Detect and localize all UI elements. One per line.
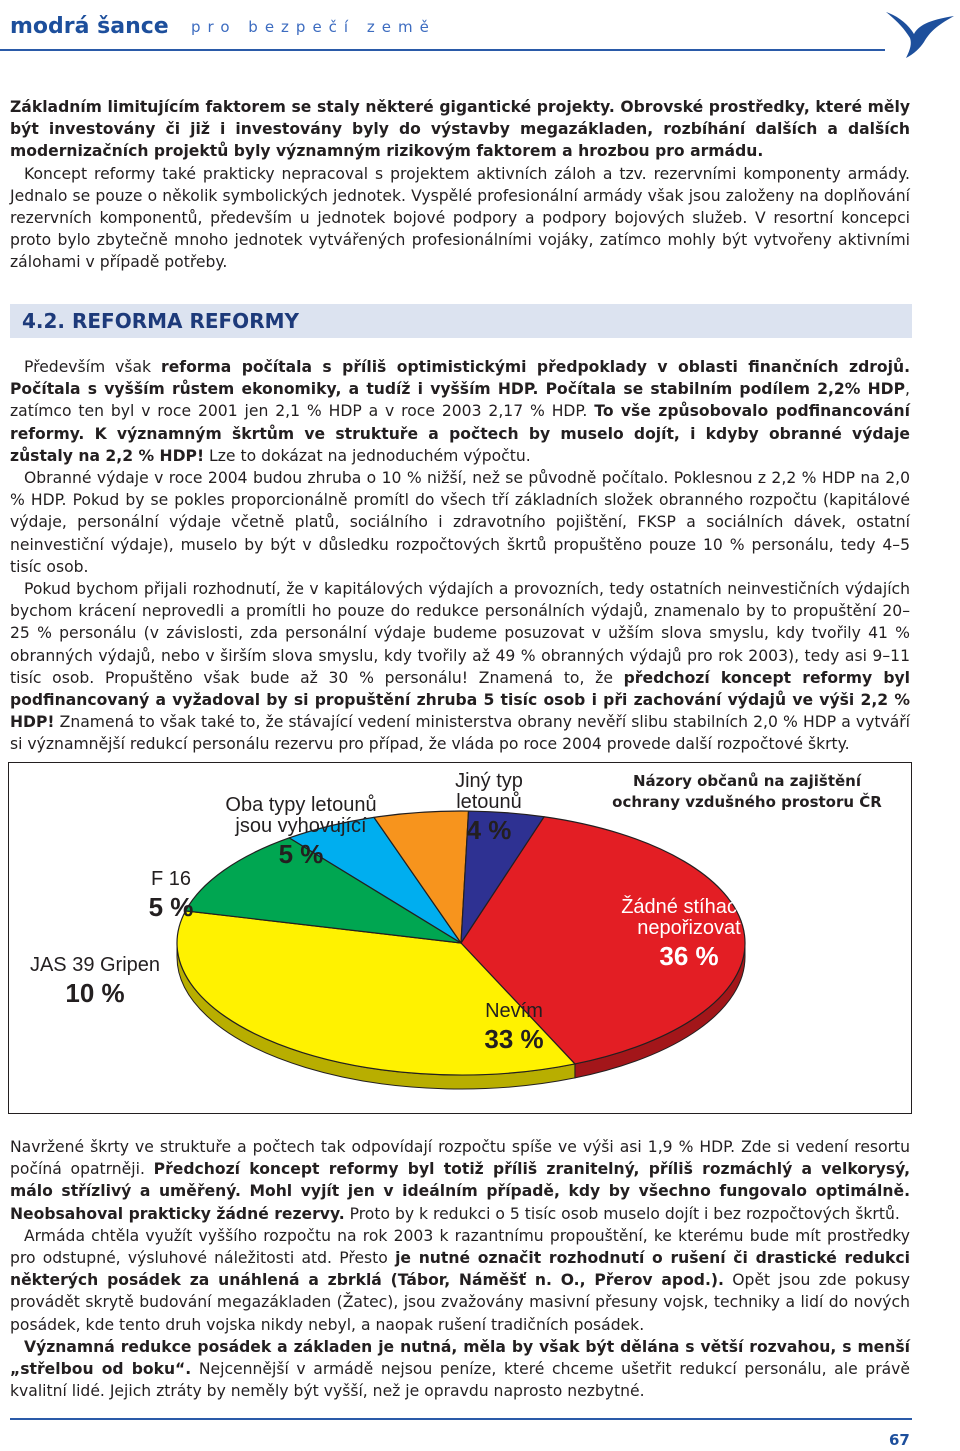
slice-name: Žádné stíhačky nepořizovat	[621, 896, 757, 939]
text-span: Opět jsou zde pokusy provádět skrytě budování megazákladen (Žatec), jsou zvažovány masivní přesuny vojsk, techniky a lidí do nových posádek, kde tento druh vojska nikdy nebyl, a naopak rušení tradičních posádek.	[10, 1271, 910, 1334]
intro-bold: Základním limitujícím faktorem se staly některé gigantické projekty. Obrovské prostředky, které měly být investovány či již i investovány byly do výstavby megazákladen, rozbíhání dalších a dalších modernizačních projektů byly významným rizikovým faktorem a hrozbou pro armádu.	[10, 98, 910, 161]
slice-name: F 16	[150, 868, 192, 890]
bold-span: Významná redukce posádek a základen je nutná, měla by však být dělána s větší rozvahou, s menší „střelbou od boku“.	[10, 1337, 910, 1379]
slice-label-5	[439, 771, 539, 844]
bold-span: předchozí koncept reformy byl podfinancovaný a vyžadoval by si propuštění zhruba 5 tisíc osob i při zachování výdajů ve výši 2,2 % HDP!	[10, 668, 910, 732]
text-span: Armáda chtěla využít vyššího rozpočtu na rok 2003 k razantnímu propouštění, ke kterému bude mít prostředky pro odstupné, výsluhové náležitosti atd. Přesto	[10, 1226, 910, 1268]
intro-paragraph: Koncept reformy také prakticky nepracoval s projektem aktivních záloh a tzv. rezervními komponenty armády. Jednalo se pouze o několik symbolických jednotek. Vyspělé profesionální armády však jsou založeny na doplňování rezervních komponentů, především u jednotek bojové podpory a podpory bojových služeb. V resortní koncepci proto bylo zbytečně mnoho jednotek vytvářených profesionálními vojáky, zatímco mohly být vytvořeny aktivními zálohami v případě potřeby.	[10, 164, 910, 272]
slice-name: Nevím	[485, 1000, 543, 1022]
bird-logo-icon	[884, 4, 956, 60]
bold-span: je nutné označit rozhodnutí o rušení či drastické redukci některých posádek za unáhlená a zbrklá (Tábor, Náměšť n. O., Přerov apod.).	[10, 1249, 911, 1290]
text-span: Obranné výdaje v roce 2004 budou zhruba o 10 % nižší, než se původně počítalo. Poklesnou z 2,2 % HDP na 2,0 % HDP.	[10, 469, 910, 510]
bold-span: reforma počítala s příliš optimistickými předpoklady v oblasti finančních zdrojů. Počítala s vyšším růstem ekonomiky, a tudíž i vyšším HDP. Počítala se stabilním podílem 2,2% HDP	[10, 358, 911, 399]
intro-text	[10, 96, 910, 274]
bold-span: To vše způsobovalo podfinancování reformy. K významným škrtům ve struktuře a počtech by muselo dojít, i kdyby obranné výdaje zůstaly na 2,2 % HDP!	[10, 402, 910, 465]
paragraph-5	[10, 1225, 910, 1336]
slice-value: 36 %	[659, 941, 719, 971]
text-span: Nejcennější v armádě nejsou peníze, které chceme ušetřit redukcí personálu, ale právě kvalitní lidé. Jejich ztráty by neměly být vyšší, než je opravdu naprosto nezbytné.	[10, 1360, 910, 1401]
text-span: Navržené škrty ve struktuře a počtech tak odpovídají rozpočtu spíše ve výši asi 1,9 % HDP. Zde si vedení resortu počíná opatrněji.	[10, 1138, 910, 1179]
section-title: 4.2. REFORMA REFORMY	[22, 309, 299, 333]
slice-name: Oba typy letounů jsou vyhovující	[225, 794, 377, 837]
text-span: Lze to dokázat na jednoduchém výpočtu.	[204, 446, 531, 465]
slice-label-1	[449, 1001, 579, 1053]
text-span: Především však	[24, 358, 162, 376]
section-body	[10, 356, 910, 756]
brand-name: modrá šance	[10, 14, 169, 39]
slice-value: 5 %	[148, 892, 194, 922]
slice-name: Jiný typ letounů	[455, 770, 523, 813]
slice-label-3	[129, 869, 213, 921]
paragraph-3	[10, 578, 910, 756]
paragraph-4	[10, 1136, 910, 1225]
closing-text	[10, 1136, 910, 1402]
bold-span: Předchozí koncept reformy byl totiž příliš zranitelný, příliš rozmáchlý a velkorysý, málo střízlivý a uměřený. Mohl vyjít jen v ideálním případě, kdy by všechno fungovalo optimálně. Neobsahoval prakticky žádné rezervy.	[10, 1160, 911, 1223]
slice-value: 33 %	[484, 1024, 544, 1054]
slice-value: 4 %	[466, 815, 512, 845]
text-span: Pokud bychom přijali rozhodnutí, že v kapitálových výdajích a provozních, tedy ostatních neinvestičních výdajích bychom krácení neprovedli a promítli ho pouze do redukce personálních výdajů, znamenalo by to propuštění 20–25 % personálu (v závislosti, zda personální výdaje budeme posuzovat v užším slova smyslu, kdy tvořily 41 % obranných výdajů, nebo v širším slova smyslu, kdy tvořily až 49 % obranných výdajů pro rok 2003), tedy asi 9–11 tisíc osob. Propuštěno však bude až 30 % personálu! Znamená to, že	[10, 580, 910, 687]
chart-title: Názory občanů na zajištění ochrany vzdušného prostoru ČR	[612, 772, 882, 811]
header-rule	[0, 49, 885, 51]
section-header	[10, 304, 912, 338]
paragraph-6	[10, 1336, 910, 1403]
slice-value: 5 %	[278, 839, 324, 869]
pie-chart	[8, 762, 912, 1114]
footer-rule	[10, 1418, 912, 1420]
slice-label-0	[589, 897, 789, 970]
slice-value: 10 %	[65, 978, 125, 1008]
text-span: Znamená to však také to, že stávající vedení ministerstva obrany nevěří slibu stabilních 2,0 % HDP a vytváří si významnější redukcí personálu rezervu pro případ, že vláda po roce 2004 provede další rozpočtové škrty.	[10, 713, 910, 754]
slice-name: JAS 39 Gripen	[29, 954, 161, 976]
page-number: 67	[889, 1431, 910, 1449]
slice-label-2	[15, 955, 175, 1007]
page-header	[0, 0, 960, 60]
paragraph-2	[10, 467, 910, 578]
text-span: Proto by k redukci o 5 tisíc osob muselo dojít i bez rozpočtových škrtů.	[344, 1204, 900, 1223]
slice-label-4	[211, 795, 391, 868]
paragraph-1	[10, 356, 910, 467]
text-span: , zatímco ten byl v roce 2001 jen 2,1 % HDP a v roce 2003 2,17 % HDP.	[10, 380, 910, 421]
brand-tagline: pro bezpečí země	[191, 18, 436, 36]
text-span: Pokud by se pokles proporcionálně promítl do všech tří základních složek obranného rozpočtu (kapitálové výdaje, personální výdaje včetně platů, sociálního i zdravotního pojištění, FKSP a sociálních dávek, ostatní neinvestiční výdaje), muselo by být v důsledku rozpočtových škrtů propuštěno pouze 10 % personálu, tedy 4–5 tisíc osob.	[10, 491, 910, 576]
